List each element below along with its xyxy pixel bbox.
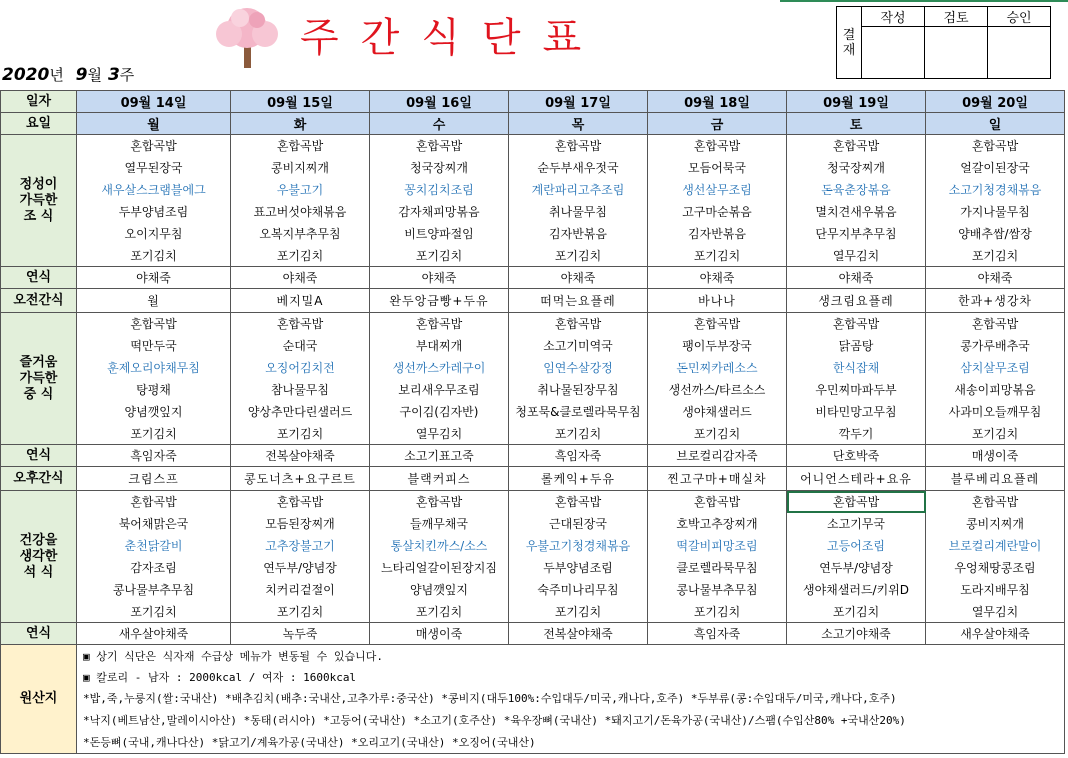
meal-label-line: 조 식 [23,208,54,224]
menu-cell[interactable]: 혼합곡밥 [77,491,231,513]
menu-cell[interactable]: 전복살야채죽 [231,445,370,467]
menu-cell[interactable]: 새우살스크램블에그 [77,179,231,201]
meal-label [1,313,77,445]
menu-cell[interactable]: 바나나 [648,289,787,313]
menu-cell[interactable]: 팽이두부장국 [648,335,787,357]
menu-cell[interactable]: 소고기야채죽 [787,623,926,645]
menu-cell[interactable]: 혼합곡밥 [926,135,1065,157]
menu-cell[interactable]: 북어채맑은국 [77,513,231,535]
menu-cell[interactable]: 춘천닭갈비 [77,535,231,557]
meal-label [1,623,77,645]
menu-cell[interactable]: 얼갈이된장국 [926,157,1065,179]
menu-cell[interactable]: 콩비지찌개 [926,513,1065,535]
menu-cell[interactable]: 우엉채땅콩조림 [926,557,1065,579]
meal-label [1,267,77,289]
menu-cell[interactable]: 비타민망고무침 [787,401,926,423]
menu-cell[interactable]: 단무지부추무침 [787,223,926,245]
menu-cell[interactable]: 포기김치 [77,423,231,445]
menu-cell[interactable]: 열무김치 [787,245,926,267]
menu-cell[interactable]: 브로컬리계란말이 [926,535,1065,557]
menu-cell[interactable]: 감자채피망볶음 [370,201,509,223]
menu-cell[interactable]: 야채죽 [509,267,648,289]
day-cell[interactable]: 토 [787,113,926,135]
menu-cell[interactable]: 포기김치 [77,601,231,623]
menu-cell[interactable]: 혼합곡밥 [648,491,787,513]
meal-label-line: 가득한 [19,370,58,386]
menu-cell[interactable]: 가지나물무침 [926,201,1065,223]
week-label [2,64,134,85]
menu-cell[interactable]: 단호박죽 [787,445,926,467]
menu-cell[interactable]: 생야채샐러드/키위D [787,579,926,601]
menu-cell[interactable]: 김자반볶음 [509,223,648,245]
meal-label-line: 정성이 [19,176,58,192]
menu-cell[interactable]: 모듬어묵국 [648,157,787,179]
menu-cell[interactable]: 통살치킨까스/소스 [370,535,509,557]
menu-cell[interactable]: 오징어김치전 [231,357,370,379]
menu-cell[interactable]: 소고기무국 [787,513,926,535]
menu-cell[interactable]: 포기김치 [231,245,370,267]
menu-cell[interactable]: 한과+생강차 [926,289,1065,313]
approval-box [836,6,1051,79]
menu-cell[interactable]: 생크림요플레 [787,289,926,313]
menu-cell[interactable]: 포기김치 [787,601,926,623]
menu-cell[interactable]: 어니언스테라+요유 [787,467,926,491]
menu-cell[interactable]: 포기김치 [926,245,1065,267]
menu-cell[interactable]: 혼합곡밥 [370,135,509,157]
menu-cell[interactable]: 혼합곡밥 [509,135,648,157]
meal-label-line: 즐거움 [19,354,58,370]
menu-cell[interactable]: 완두앙금빵+두유 [370,289,509,313]
meal-label-line: 가득한 [19,192,58,208]
menu-cell[interactable]: 혼합곡밥 [787,313,926,335]
menu-cell[interactable]: 야채죽 [926,267,1065,289]
menu-cell[interactable]: 생선까스카레구이 [370,357,509,379]
day-cell[interactable]: 화 [231,113,370,135]
approval-header-review: 검토 [925,7,988,27]
menu-cell[interactable]: 포기김치 [509,245,648,267]
week-number: 3 [107,65,120,85]
meal-label [1,467,77,491]
menu-cell[interactable]: 크림스프 [77,467,231,491]
origin-label: 원산지 [1,645,77,754]
menu-cell[interactable]: 양상추만다린샐러드 [231,401,370,423]
menu-cell[interactable]: 훈제오리야채무침 [77,357,231,379]
meal-label-line: 생각한 [19,548,58,564]
date-cell[interactable]: 09월 20일 [926,91,1065,113]
menu-cell[interactable]: 멸치견새우볶음 [787,201,926,223]
menu-cell[interactable]: 혼합곡밥 [77,313,231,335]
menu-cell[interactable]: 오복지부추무침 [231,223,370,245]
menu-cell[interactable]: 열무김치 [926,601,1065,623]
menu-cell[interactable]: 우민찌마파두부 [787,379,926,401]
meal-label-line: 석 식 [23,564,54,580]
approval-side-label: 결 재 [837,7,862,79]
menu-cell[interactable]: 새우살야채죽 [77,623,231,645]
menu-cell[interactable]: 양념깻잎지 [77,401,231,423]
origin-note: *돈등뼈(국내,캐나다산) *닭고기/계육가공(국내산) *오리고기(국내산) *오징어(국내산) [77,731,1065,753]
menu-cell[interactable]: 계란파리고추조림 [509,179,648,201]
origin-note: *밥,죽,누룽지(쌀:국내산) *배추김치(배추:국내산,고추가루:중국산) *콩비지(대두100%:수입대두/미국,캐나다,호주) *두부류(콩:수입대두/미국,캐나다,호주) [77,687,1065,709]
date-cell[interactable]: 09월 16일 [370,91,509,113]
menu-cell[interactable]: 혼합곡밥 [231,313,370,335]
menu-cell[interactable]: 떡만두국 [77,335,231,357]
approval-header-approve: 승인 [988,7,1051,27]
menu-cell[interactable]: 청포묵&클로렐라묵무침 [509,401,648,423]
menu-cell[interactable]: 소고기청경채볶음 [926,179,1065,201]
menu-cell[interactable]: 포기김치 [370,601,509,623]
menu-cell[interactable]: 야채죽 [648,267,787,289]
menu-cell[interactable]: 모듬된장찌개 [231,513,370,535]
menu-table [0,90,1065,754]
menu-cell[interactable]: 우불고기청경채볶음 [509,535,648,557]
menu-cell[interactable]: 야채죽 [77,267,231,289]
cherry-blossom-tree-icon [205,6,290,68]
day-cell[interactable]: 월 [77,113,231,135]
menu-cell[interactable]: 흑임자죽 [509,445,648,467]
menu-cell[interactable]: 호박고추장찌개 [648,513,787,535]
week-year-unit: 년 [49,66,64,84]
menu-cell[interactable]: 열무된장국 [77,157,231,179]
menu-cell[interactable]: 한식잡채 [787,357,926,379]
menu-cell[interactable]: 포기김치 [648,423,787,445]
menu-cell[interactable]: 오이지무침 [77,223,231,245]
meal-label-line: 오후간식 [13,470,64,486]
menu-cell[interactable]: 새송이피망볶음 [926,379,1065,401]
menu-cell[interactable]: 포기김치 [77,245,231,267]
menu-cell[interactable]: 떠먹는요플레 [509,289,648,313]
menu-cell[interactable]: 야채죽 [370,267,509,289]
menu-cell[interactable]: 흑임자죽 [77,445,231,467]
menu-cell[interactable]: 베지밀A [231,289,370,313]
week-month: 9 [75,65,88,85]
menu-cell[interactable]: 야채죽 [231,267,370,289]
menu-cell[interactable]: 생선살무조림 [648,179,787,201]
menu-cell[interactable]: 돈민찌카레소스 [648,357,787,379]
menu-cell[interactable]: 사과미오들깨무침 [926,401,1065,423]
meal-label-line: 연식 [25,625,52,641]
day-row-label: 요일 [1,113,77,135]
origin-note: ▣ 칼로리 - 남자 : 2000kcal / 여자 : 1600kcal [77,666,1065,687]
approval-header-write: 작성 [862,7,925,27]
menu-cell[interactable]: 포기김치 [231,601,370,623]
menu-cell[interactable]: 열무김치 [370,423,509,445]
menu-cell[interactable]: 돈육춘장볶음 [787,179,926,201]
origin-note: ▣ 상기 식단은 식자재 수급상 메뉴가 변동될 수 있습니다. [77,645,1065,667]
menu-cell[interactable]: 포기김치 [648,601,787,623]
menu-cell[interactable]: 혼합곡밥 [787,491,926,513]
approval-signature-cell[interactable] [862,27,925,79]
menu-cell[interactable]: 포기김치 [370,245,509,267]
meal-label-line: 건강을 [19,532,58,548]
menu-cell[interactable]: 소고기표고죽 [370,445,509,467]
menu-cell[interactable]: 순두부새우젓국 [509,157,648,179]
approval-signature-cell[interactable] [925,27,988,79]
menu-cell[interactable]: 찐고구마+매실차 [648,467,787,491]
meal-label [1,445,77,467]
meal-label-line: 중 식 [23,386,54,402]
menu-cell[interactable]: 혼합곡밥 [231,491,370,513]
menu-cell[interactable]: 혼합곡밥 [648,313,787,335]
menu-cell[interactable]: 혼합곡밥 [231,135,370,157]
menu-cell[interactable]: 근대된장국 [509,513,648,535]
meal-label [1,135,77,267]
day-cell[interactable]: 금 [648,113,787,135]
menu-cell[interactable]: 포기김치 [926,423,1065,445]
day-cell[interactable]: 일 [926,113,1065,135]
menu-cell[interactable]: 고구마순볶음 [648,201,787,223]
menu-cell[interactable]: 전복살야채죽 [509,623,648,645]
day-cell[interactable]: 목 [509,113,648,135]
meal-label [1,491,77,623]
date-cell[interactable]: 09월 18일 [648,91,787,113]
menu-cell[interactable]: 혼합곡밥 [77,135,231,157]
approval-signature-cell[interactable] [988,27,1051,79]
menu-cell[interactable]: 청국장찌개 [370,157,509,179]
menu-cell[interactable]: 깍두기 [787,423,926,445]
menu-cell[interactable]: 블루베리요플레 [926,467,1065,491]
page-title: 주간식단표 [300,15,604,61]
menu-cell[interactable]: 혼합곡밥 [648,135,787,157]
menu-cell[interactable]: 생야채샐러드 [648,401,787,423]
menu-cell[interactable]: 매생이죽 [926,445,1065,467]
meal-label-line: 연식 [25,447,52,463]
menu-cell[interactable]: 느타리얼갈이된장지짐 [370,557,509,579]
menu-cell[interactable]: 고등어조림 [787,535,926,557]
menu-cell[interactable]: 표고버섯야채볶음 [231,201,370,223]
menu-cell[interactable]: 취나물된장무침 [509,379,648,401]
menu-cell[interactable]: 탕평채 [77,379,231,401]
menu-cell[interactable]: 양념깻잎지 [370,579,509,601]
menu-cell[interactable]: 두부양념조림 [509,557,648,579]
menu-cell[interactable]: 포기김치 [231,423,370,445]
menu-cell[interactable]: 혼합곡밥 [509,313,648,335]
origin-note: *낙지(베트남산,말레이시아산) *동태(러시아) *고등어(국내산) *소고기(호주산) *육우장뼈(국내산) *돼지고기/돈육가공(국내산)/스팸(수입산80% +국내산20%) [77,709,1065,731]
menu-cell[interactable]: 매생이죽 [370,623,509,645]
menu-cell[interactable]: 꽁치김치조림 [370,179,509,201]
day-cell[interactable]: 수 [370,113,509,135]
menu-cell[interactable]: 새우살야채죽 [926,623,1065,645]
menu-cell[interactable]: 보리새우무조림 [370,379,509,401]
menu-cell[interactable]: 구이김(김자반) [370,401,509,423]
menu-cell[interactable]: 월 [77,289,231,313]
menu-cell[interactable]: 비트양파절임 [370,223,509,245]
week-unit: 주 [119,66,135,84]
date-cell[interactable]: 09월 17일 [509,91,648,113]
menu-cell[interactable]: 두부양념조림 [77,201,231,223]
sheet-border-line [780,0,1068,2]
date-cell[interactable]: 09월 14일 [77,91,231,113]
menu-cell[interactable]: 고추장불고기 [231,535,370,557]
menu-cell[interactable]: 부대찌개 [370,335,509,357]
menu-cell[interactable]: 혼합곡밥 [926,491,1065,513]
date-row-label: 일자 [1,91,77,113]
menu-cell[interactable]: 삼치살무조림 [926,357,1065,379]
menu-cell[interactable]: 혼합곡밥 [370,491,509,513]
menu-cell[interactable]: 야채죽 [787,267,926,289]
menu-cell[interactable]: 떡갈비피망조림 [648,535,787,557]
menu-cell[interactable]: 포기김치 [509,601,648,623]
menu-cell[interactable]: 콩나물부추무침 [77,579,231,601]
meal-label-line: 오전간식 [13,292,64,308]
menu-cell[interactable]: 브로컬리감자죽 [648,445,787,467]
menu-cell[interactable]: 청국장찌개 [787,157,926,179]
menu-cell[interactable]: 참나물무침 [231,379,370,401]
menu-cell[interactable]: 혼합곡밥 [787,135,926,157]
menu-cell[interactable]: 취나물무침 [509,201,648,223]
menu-cell[interactable]: 소고기미역국 [509,335,648,357]
menu-cell[interactable]: 흑임자죽 [648,623,787,645]
menu-cell[interactable]: 혼합곡밥 [926,313,1065,335]
menu-cell[interactable]: 숙주미나리무침 [509,579,648,601]
menu-cell[interactable]: 클로렐라묵무침 [648,557,787,579]
menu-cell[interactable]: 혼합곡밥 [509,491,648,513]
menu-cell[interactable]: 콩도너츠+요구르트 [231,467,370,491]
menu-cell[interactable]: 도라지배무침 [926,579,1065,601]
meal-label-line: 연식 [25,269,52,285]
meal-label [1,289,77,313]
menu-cell[interactable]: 콩비지찌개 [231,157,370,179]
menu-cell[interactable]: 롤케익+두유 [509,467,648,491]
menu-cell[interactable]: 혼합곡밥 [370,313,509,335]
menu-cell[interactable]: 감자조림 [77,557,231,579]
date-cell[interactable]: 09월 19일 [787,91,926,113]
menu-cell[interactable]: 콩가루배추국 [926,335,1065,357]
menu-cell[interactable]: 치커리겉절이 [231,579,370,601]
menu-cell[interactable]: 닭곰탕 [787,335,926,357]
week-year: 2020 [2,65,50,85]
menu-cell[interactable]: 연두부/양념장 [231,557,370,579]
week-month-unit: 월 [87,66,103,84]
menu-cell[interactable]: 생선까스/타르소스 [648,379,787,401]
menu-cell[interactable]: 콩나물부추무침 [648,579,787,601]
menu-cell[interactable]: 포기김치 [648,245,787,267]
menu-cell[interactable]: 연두부/양념장 [787,557,926,579]
menu-cell[interactable]: 우불고기 [231,179,370,201]
menu-cell[interactable]: 순대국 [231,335,370,357]
menu-cell[interactable]: 김자반볶음 [648,223,787,245]
menu-cell[interactable]: 들깨무채국 [370,513,509,535]
menu-cell[interactable]: 임연수살강정 [509,357,648,379]
menu-cell[interactable]: 녹두죽 [231,623,370,645]
menu-cell[interactable]: 포기김치 [509,423,648,445]
date-cell[interactable]: 09월 15일 [231,91,370,113]
menu-cell[interactable]: 양배추쌈/쌈장 [926,223,1065,245]
menu-cell[interactable]: 블랙커피스 [370,467,509,491]
